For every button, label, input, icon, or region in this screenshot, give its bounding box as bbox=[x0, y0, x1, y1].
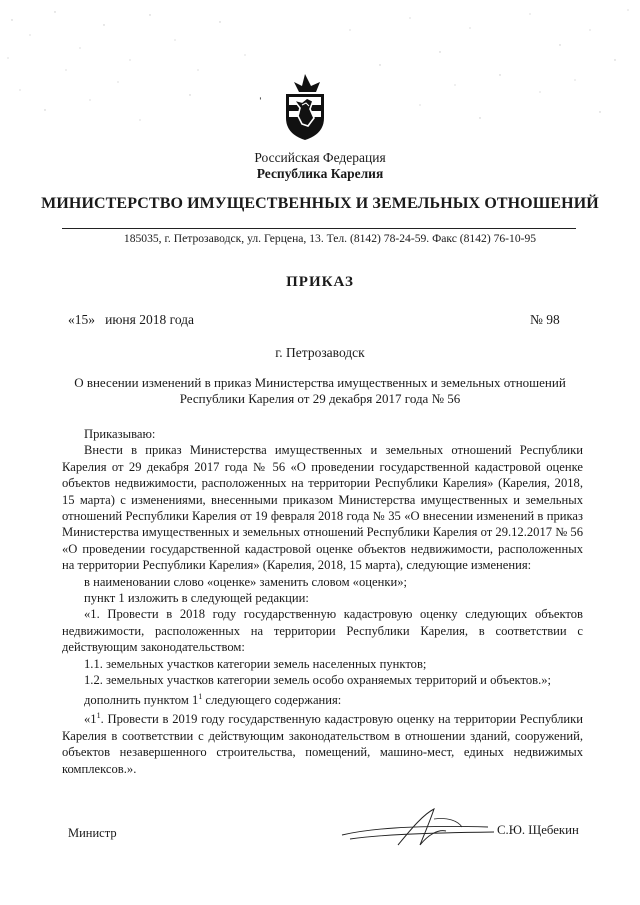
body-text: «1 bbox=[84, 712, 97, 727]
body-paragraph bbox=[62, 708, 583, 777]
superscript: 1 bbox=[96, 711, 101, 721]
scan-mark: ˈ bbox=[258, 96, 263, 111]
body-text: дополнить пунктом 1 bbox=[84, 692, 199, 707]
body-paragraph: 1.1. земельных участков категории земель населенных пунктов; bbox=[84, 656, 427, 671]
document-type: ПРИКАЗ bbox=[286, 274, 354, 290]
country-name: Российская Федерация bbox=[254, 150, 386, 165]
body-text: . Провести в 2019 году государственную кадастровую оценку на территории Республики Карелия в соответствии с действующим законодательством в отношении зданий, сооружений, объектов незавершенного строительства, помещений, машино-мест, единых недвижимых комплексов.». bbox=[62, 712, 583, 776]
signer-name: С.Ю. Щебекин bbox=[497, 823, 579, 837]
order-city: г. Петрозаводск bbox=[275, 345, 365, 360]
coat-of-arms-icon bbox=[280, 72, 330, 142]
handwritten-signature bbox=[338, 805, 498, 850]
order-date: «15» июня 2018 года bbox=[68, 312, 195, 327]
signer-position: Министр bbox=[68, 826, 117, 840]
body-paragraph: «1. Провести в 2018 году государственную кадастровую оценку следующих объектов недвижимости, расположенных на территории Республики Карелия, в соответствии с действующим законодательством: bbox=[62, 607, 583, 655]
order-number: № 98 bbox=[530, 312, 560, 327]
superscript: 1 bbox=[198, 691, 203, 701]
body-paragraph: пункт 1 изложить в следующей редакции: bbox=[84, 591, 309, 606]
header-divider bbox=[62, 228, 576, 229]
body-paragraph: в наименовании слово «оценке» заменить словом «оценки»; bbox=[84, 574, 407, 589]
republic-name: Республика Карелия bbox=[256, 166, 384, 181]
body-text: следующего содержания: bbox=[202, 692, 342, 707]
order-body bbox=[62, 426, 583, 777]
body-paragraph bbox=[62, 689, 583, 709]
ministry-name: МИНИСТЕРСТВО ИМУЩЕСТВЕННЫХ И ЗЕМЕЛЬНЫХ ОТНОШЕНИЙ bbox=[41, 195, 599, 212]
ministry-address: 185035, г. Петрозаводск, ул. Герцена, 13. Тел. (8142) 78-24-59. Факс (8142) 76-10-95 bbox=[123, 232, 537, 245]
order-subject-line-2: Республики Карелия от 29 декабря 2017 года № 56 bbox=[179, 391, 461, 406]
order-subject bbox=[50, 375, 590, 407]
body-paragraph: 1.2. земельных участков категории земель особо охраняемых территорий и объектов.»; bbox=[84, 673, 552, 688]
order-subject-line-1: О внесении изменений в приказ Министерства имущественных и земельных отношений bbox=[74, 375, 566, 390]
body-paragraph: Приказываю: bbox=[84, 427, 156, 441]
body-paragraph: Внести в приказ Министерства имущественных и земельных отношений Республики Карелия от 29 декабря 2017 года № 56 «О проведении государственной кадастровой оценке объектов недвижимости, расположенных на территории Республики Карелия» (Карелия, 2018, 15 марта) с изменениями, внесенными приказом Министерства имущественных и земельных отношений Республики Карелия от 19 февраля 2018 года № 35 «О внесении изменений в приказ Министерства имущественных и земельных отношений Республики Карелия от 29.12.2017 № 56 «О проведении государственной кадастровой оценке объектов недвижимости, расположенных на территории Республики Карелия» (Карелия, 2018, 15 марта), следующие изменения: bbox=[62, 443, 583, 573]
